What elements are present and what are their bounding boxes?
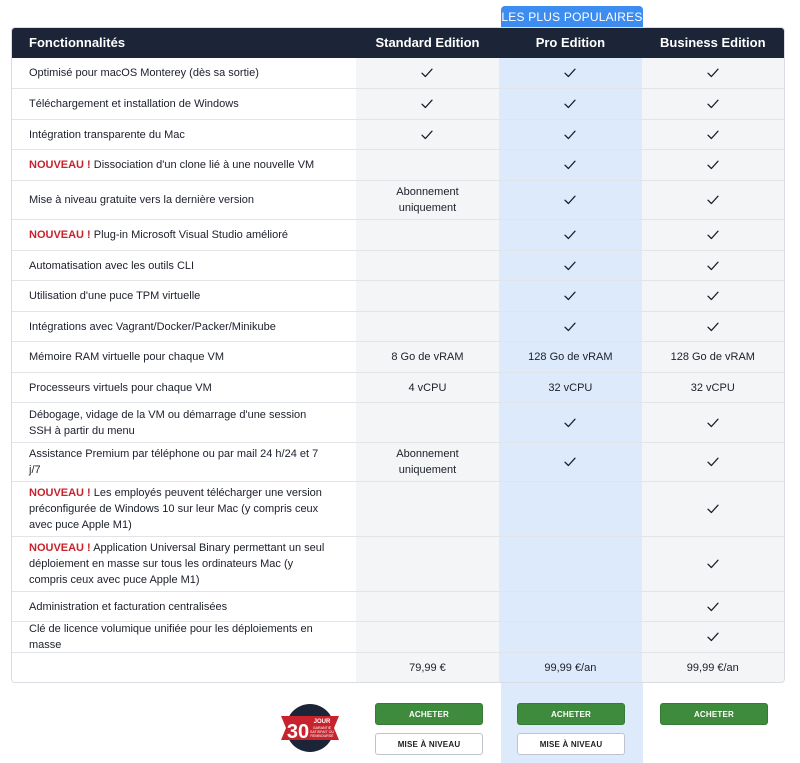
feature-label: Application Universal Binary permettant un seul déploiement en masse sur tous les ordinateurs Mac (y compris ceux avec puce Apple M1) (29, 542, 325, 586)
checkmark-icon (707, 418, 719, 428)
standard-value-cell (356, 220, 499, 250)
feature-text (29, 288, 200, 304)
standard-value-cell (356, 403, 499, 442)
feature-cell (12, 181, 356, 219)
feature-cell (12, 220, 356, 250)
pro-value-cell (499, 622, 641, 652)
feature-cell (12, 342, 356, 372)
table-row (12, 621, 784, 652)
feature-cell (12, 592, 356, 621)
feature-label: Administration et facturation centralisées (29, 600, 228, 613)
feature-label: Mémoire RAM virtuelle pour chaque VM (29, 351, 225, 363)
checkmark-icon (707, 559, 719, 569)
checkmark-icon (564, 195, 576, 205)
feature-text (29, 621, 332, 653)
feature-label: Débogage, vidage de la VM ou démarrage d'une session SSH à partir du menu (29, 408, 307, 437)
checkmark-icon (564, 322, 576, 332)
feature-text (29, 96, 239, 112)
table-row (12, 280, 784, 311)
checkmark-icon (707, 457, 719, 467)
feature-label: Assistance Premium par téléphone ou par mail 24 h/24 et 7 j/7 (29, 448, 319, 476)
seal-line-1: GARANTIE (312, 726, 332, 730)
standard-value-cell (356, 58, 499, 88)
standard-value-cell (356, 342, 499, 372)
checkmark-icon (421, 99, 433, 109)
standard-value-cell (356, 312, 499, 341)
business-value-text: 128 Go de vRAM (670, 351, 755, 363)
feature-text (29, 349, 224, 365)
feature-label: Utilisation d'une puce TPM virtuelle (29, 290, 201, 302)
pro-value-cell (499, 89, 641, 119)
standard-value-cell (356, 89, 499, 119)
feature-cell (12, 120, 356, 149)
feature-cell (12, 150, 356, 180)
table-row (12, 149, 784, 180)
business-value-cell (642, 220, 784, 250)
business-value-cell (642, 89, 784, 119)
table-row (12, 536, 784, 591)
header-standard-edition: Standard Edition (375, 35, 480, 50)
feature-text (29, 380, 212, 396)
checkmark-icon (707, 632, 719, 642)
table-row (12, 591, 784, 621)
table-row (12, 372, 784, 402)
checkmark-icon (421, 68, 433, 78)
checkmark-icon (564, 457, 576, 467)
business-value-cell (642, 120, 784, 149)
price-standard: 79,99 € (356, 653, 499, 682)
feature-cell (12, 89, 356, 119)
business-value-cell (642, 482, 784, 536)
table-row (12, 180, 784, 219)
feature-cell (12, 537, 356, 591)
seal-days: JOUR (313, 719, 331, 725)
pro-value-cell (499, 373, 641, 402)
checkmark-icon (707, 261, 719, 271)
standard-value-cell (356, 482, 499, 536)
new-badge: NOUVEAU ! (29, 159, 91, 171)
new-badge: NOUVEAU ! (29, 487, 91, 499)
feature-text (29, 258, 194, 274)
pro-value-cell (499, 181, 641, 219)
feature-label: Intégration transparente du Mac (29, 128, 185, 141)
feature-label: Automatisation avec les outils CLI (29, 259, 195, 272)
feature-label: Plug-in Microsoft Visual Studio amélioré (93, 229, 289, 241)
table-header (12, 28, 784, 58)
table-row (12, 58, 784, 88)
checkmark-icon (707, 291, 719, 301)
checkmark-icon (564, 99, 576, 109)
comparison-table (11, 27, 785, 683)
table-row (12, 481, 784, 536)
business-value-cell (642, 373, 784, 402)
feature-cell (12, 443, 356, 481)
standard-value-cell (356, 373, 499, 402)
pro-value-cell (499, 482, 641, 536)
standard-value-cell (356, 622, 499, 652)
standard-value-cell (356, 150, 499, 180)
business-value-text: 32 vCPU (690, 381, 735, 394)
table-row (12, 341, 784, 372)
business-value-cell (642, 251, 784, 280)
feature-cell (12, 281, 356, 311)
standard-value-cell (356, 592, 499, 621)
checkmark-icon (564, 230, 576, 240)
pro-value-cell (499, 120, 641, 149)
standard-value-text: Abonnement uniquement (396, 186, 459, 214)
checkmark-icon (707, 160, 719, 170)
pro-value-cell (499, 150, 641, 180)
feature-cell (12, 251, 356, 280)
checkmark-icon (707, 99, 719, 109)
feature-label: Intégrations avec Vagrant/Docker/Packer/Minikube (29, 320, 276, 333)
standard-value-cell (356, 443, 499, 481)
feature-text (29, 319, 276, 335)
price-row (12, 652, 784, 682)
checkmark-icon (707, 68, 719, 78)
checkmark-icon (707, 195, 719, 205)
business-value-cell (642, 622, 784, 652)
pro-value-cell (499, 281, 641, 311)
feature-label: Mise à niveau gratuite vers la dernière version (29, 194, 255, 206)
feature-cell (12, 373, 356, 402)
checkmark-icon (564, 160, 576, 170)
header-features: Fonctionnalités (29, 35, 126, 50)
table-row (12, 442, 784, 481)
buy-standard-button[interactable]: ACHETER (375, 703, 483, 725)
buy-pro-button[interactable]: ACHETER (517, 703, 625, 725)
business-value-cell (642, 342, 784, 372)
feature-cell (12, 403, 356, 442)
table-row (12, 311, 784, 341)
checkmark-icon (707, 602, 719, 612)
pro-value-cell (499, 537, 641, 591)
checkmark-icon (564, 261, 576, 271)
business-value-cell (642, 312, 784, 341)
business-value-cell (642, 537, 784, 591)
standard-value-cell (356, 251, 499, 280)
price-business: 99,99 €/an (642, 653, 784, 682)
pro-value-cell (499, 443, 641, 481)
standard-value-text: 8 Go de vRAM (391, 351, 464, 363)
table-row (12, 219, 784, 250)
feature-cell (12, 312, 356, 341)
feature-label: Processeurs virtuels pour chaque VM (29, 381, 212, 394)
business-value-cell (642, 443, 784, 481)
business-value-cell (642, 403, 784, 442)
checkmark-icon (707, 130, 719, 140)
seal-number: 30 (286, 721, 310, 743)
money-back-guarantee-seal (279, 703, 341, 753)
feature-text (29, 599, 227, 615)
feature-rows (12, 58, 784, 652)
seal-line-2: SATISFAIT OU (309, 730, 335, 734)
feature-text (29, 227, 288, 243)
new-badge: NOUVEAU ! (29, 229, 91, 241)
standard-value-cell (356, 537, 499, 591)
checkmark-icon (707, 504, 719, 514)
feature-text (29, 540, 332, 588)
price-pro: 99,99 €/an (499, 653, 641, 682)
feature-text (29, 407, 332, 439)
feature-label: Clé de licence volumique unifiée pour les déploiements en masse (29, 623, 313, 651)
standard-value-cell (356, 281, 499, 311)
business-value-cell (642, 150, 784, 180)
pro-value-cell (499, 342, 641, 372)
pro-value-cell (499, 312, 641, 341)
pro-value-cell (499, 251, 641, 280)
pro-value-text: 32 vCPU (548, 381, 593, 394)
pro-value-cell (499, 58, 641, 88)
table-row (12, 402, 784, 442)
seal-line-3: REMBOURSÉ (310, 734, 334, 738)
header-business-edition: Business Edition (660, 35, 766, 50)
feature-label: Les employés peuvent télécharger une version préconfigurée de Windows 10 sur leur Mac (y compris ceux avec puce Apple M1) (29, 487, 322, 531)
buy-business-button[interactable]: ACHETER (660, 703, 768, 725)
feature-cell (12, 58, 356, 88)
checkmark-icon (421, 130, 433, 140)
feature-text (29, 65, 259, 81)
standard-value-cell (356, 181, 499, 219)
business-value-cell (642, 592, 784, 621)
new-badge: NOUVEAU ! (29, 542, 91, 554)
business-value-cell (642, 58, 784, 88)
feature-text (29, 446, 332, 478)
feature-text (29, 127, 185, 143)
feature-text (29, 192, 254, 208)
pro-value-cell (499, 403, 641, 442)
checkmark-icon (707, 230, 719, 240)
feature-text (29, 157, 314, 173)
checkmark-icon (564, 68, 576, 78)
upgrade-pro-button[interactable]: MISE À NIVEAU (517, 733, 625, 755)
checkmark-icon (564, 130, 576, 140)
pro-value-cell (499, 220, 641, 250)
feature-cell (12, 622, 356, 652)
business-value-cell (642, 181, 784, 219)
pro-value-text: 128 Go de vRAM (528, 351, 613, 363)
feature-cell (12, 482, 356, 536)
checkmark-icon (564, 418, 576, 428)
header-pro-edition: Pro Edition (535, 35, 606, 50)
feature-label: Dissociation d'un clone lié à une nouvelle VM (93, 159, 315, 171)
table-row (12, 119, 784, 149)
upgrade-standard-button[interactable]: MISE À NIVEAU (375, 733, 483, 755)
table-row (12, 88, 784, 119)
checkmark-icon (707, 322, 719, 332)
standard-value-cell (356, 120, 499, 149)
feature-text (29, 485, 332, 533)
business-value-cell (642, 281, 784, 311)
standard-value-text: 4 vCPU (408, 381, 447, 394)
feature-label: Téléchargement et installation de Windows (29, 98, 239, 110)
standard-value-text: Abonnement uniquement (396, 448, 459, 476)
checkmark-icon (564, 291, 576, 301)
most-popular-badge: LES PLUS POPULAIRES (501, 6, 643, 27)
feature-label: Optimisé pour macOS Monterey (dès sa sortie) (29, 67, 259, 79)
price-row-label (12, 653, 356, 682)
pro-value-cell (499, 592, 641, 621)
table-row (12, 250, 784, 280)
